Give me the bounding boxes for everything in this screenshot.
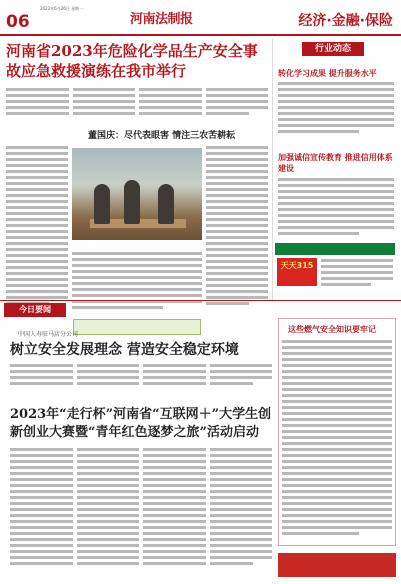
knowledge-title: 这些燃气安全知识要牢记 bbox=[288, 325, 376, 334]
feature-photo bbox=[72, 148, 202, 240]
side-item-1-headline: 转化学习成果 提升服务水平 bbox=[278, 69, 377, 78]
today-tag: 今日要闻 bbox=[4, 303, 66, 317]
newspaper-logo: 河南法制报 bbox=[130, 12, 193, 27]
issue-info: 2023年6月26日 星期一 bbox=[40, 6, 84, 11]
feature-subhead: 董国庆：尽代表眼害 情注三农苦耕耘 bbox=[88, 131, 236, 141]
promo-text bbox=[321, 259, 393, 289]
article-2-body bbox=[10, 364, 272, 392]
promo-badge: 天天315 bbox=[277, 258, 317, 286]
main-article-body bbox=[6, 88, 268, 122]
promo-bar bbox=[275, 243, 395, 255]
page-header bbox=[0, 0, 401, 36]
knowledge-body bbox=[282, 340, 392, 540]
section-divider bbox=[0, 300, 401, 301]
feature-center-column bbox=[72, 252, 202, 314]
section-name: 经济·金融·保险 bbox=[298, 13, 393, 29]
article-headline-2: 树立安全发展理念 营造安全稳定环境 bbox=[10, 342, 239, 358]
side-item-2-body bbox=[278, 178, 394, 240]
side-section-tag: 行业动态 bbox=[302, 42, 364, 56]
main-headline: 河南省2023年危险化学品生产安全事故应急救援演练在我市举行 bbox=[6, 42, 258, 80]
side-item-2-headline: 加强诚信宣传教育 推进信用体系建设 bbox=[278, 153, 393, 173]
feature-left-column bbox=[6, 146, 68, 312]
article-org-label: 中国人寿驻马店分公司 bbox=[18, 331, 79, 338]
page-number: 06 bbox=[6, 12, 30, 32]
article-headline-3: 2023年“走行杯”河南省“互联网＋”大学生创新创业大赛暨“青年红色逐梦之旅”活动启动 bbox=[10, 407, 272, 440]
ad-banner bbox=[73, 319, 201, 335]
feature-right-column bbox=[206, 146, 268, 312]
footer-banner bbox=[278, 553, 396, 577]
consumer-promo bbox=[275, 243, 395, 297]
article-3-body bbox=[10, 448, 272, 574]
side-item-1-body bbox=[278, 82, 394, 138]
